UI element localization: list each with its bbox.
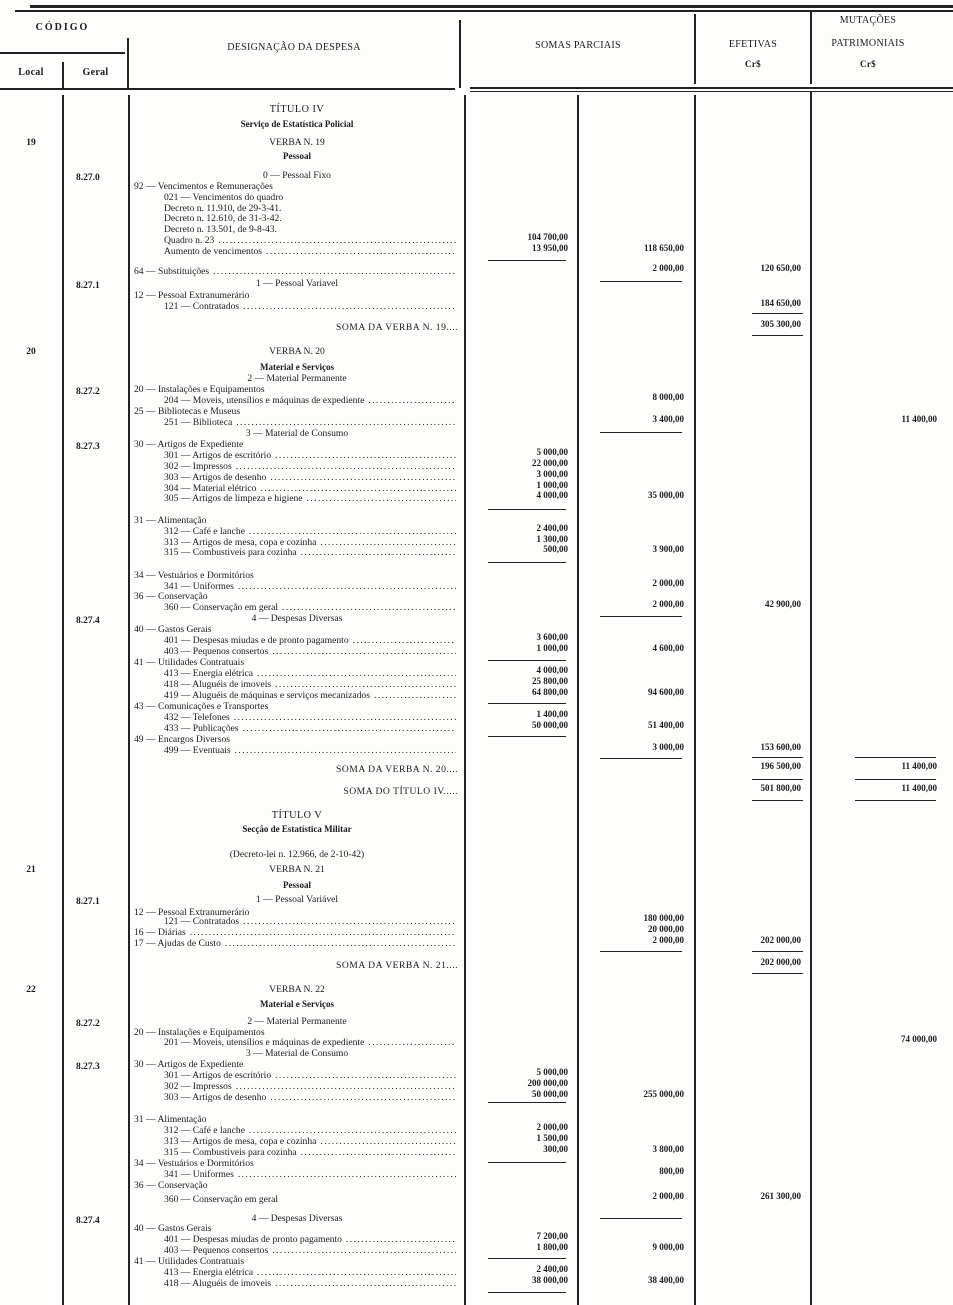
section-heading: (Decreto-lei n. 12.966, de 2-10-42) xyxy=(229,849,365,860)
header-designacao: DESIGNAÇÃO DA DESPESA xyxy=(227,42,361,53)
expense-item xyxy=(164,235,456,246)
expense-item xyxy=(164,1267,456,1278)
patrimonial-amount: 11 400,00 xyxy=(901,761,937,771)
partial-subtotal: 118 650,00 xyxy=(643,243,684,253)
partial-subtotal: 3 800,00 xyxy=(652,1144,684,1154)
partial-subtotal: 3 900,00 xyxy=(652,544,684,554)
header-patrimoniais: PATRIMONIAIS xyxy=(831,38,905,49)
partial-amount: 1 000,00 xyxy=(536,643,568,653)
expense-item xyxy=(164,745,456,756)
leader-dots xyxy=(238,1169,456,1180)
item-label: 360 — Conservação em geral xyxy=(164,602,279,613)
partial-amount: 1 000,00 xyxy=(536,480,568,490)
expense-item xyxy=(164,461,456,472)
item-label: Quadro n. 23 xyxy=(164,235,215,246)
leader-dots xyxy=(249,1125,456,1136)
leader-dots xyxy=(257,668,456,679)
section-heading: 1 — Pessoal Variavel xyxy=(255,278,339,289)
partial-amount: 5 000,00 xyxy=(536,447,568,457)
partial-subtotal: 2 000,00 xyxy=(652,578,684,588)
expense-item xyxy=(164,668,456,679)
item-label: 341 — Uniformes xyxy=(164,581,234,592)
expense-item xyxy=(164,679,456,690)
expense-item xyxy=(164,1136,456,1147)
effective-amount: 261 300,00 xyxy=(760,1191,801,1201)
geral-code: 8.27.2 xyxy=(76,387,100,397)
expense-item xyxy=(164,1125,456,1136)
header-efetivas-currency: Cr$ xyxy=(745,59,761,69)
partial-amount: 1 500,00 xyxy=(536,1133,568,1143)
expense-item xyxy=(164,1147,456,1158)
header-mutacoes-currency: Cr$ xyxy=(860,59,876,69)
section-heading: 4 — Despesas Diversas xyxy=(251,1213,343,1224)
leader-dots xyxy=(234,712,456,723)
leader-dots xyxy=(282,602,456,613)
effective-amount: 501 800,00 xyxy=(760,783,801,793)
expense-item: 25 — Bibliotecas e Museus xyxy=(134,406,241,417)
partial-amount: 200 000,00 xyxy=(527,1078,568,1088)
section-heading: VERBA N. 22 xyxy=(269,984,325,995)
geral-code: 8.27.3 xyxy=(76,1062,100,1072)
partial-amount: 500,00 xyxy=(543,544,568,554)
item-label: 401 — Despesas miudas de pronto pagamento xyxy=(164,1234,342,1245)
expense-item xyxy=(164,1081,456,1092)
leader-dots xyxy=(374,690,456,701)
partial-amount: 1 400,00 xyxy=(536,709,568,719)
item-label: 301 — Artigos de escritório xyxy=(164,450,272,461)
item-label: 413 — Energia elétrica xyxy=(164,668,254,679)
leader-dots xyxy=(225,938,456,949)
expense-item xyxy=(164,450,456,461)
total-row-label: SOMA DA VERBA N. 20.... xyxy=(336,764,458,775)
expense-item: 31 — Alimentação xyxy=(134,1114,207,1125)
partial-subtotal: 4 600,00 xyxy=(652,643,684,653)
col-divider xyxy=(694,95,696,1305)
section-heading: 2 — Material Permanente xyxy=(247,1016,347,1027)
partial-amount: 2 400,00 xyxy=(536,523,568,533)
item-label: 121 — Contratados xyxy=(164,301,240,312)
expense-item xyxy=(134,938,456,949)
top-rule-thin xyxy=(15,10,953,12)
sum-rule xyxy=(488,736,566,737)
effective-amount: 184 650,00 xyxy=(760,298,801,308)
item-label: 432 — Telefones xyxy=(164,712,230,723)
section-heading: Pessoal xyxy=(283,151,311,161)
leader-dots xyxy=(320,1136,456,1147)
expense-item: 40 — Gastos Gerais xyxy=(134,624,212,635)
item-label: 17 — Ajudas de Custo xyxy=(134,938,221,949)
partial-amount: 3 000,00 xyxy=(536,469,568,479)
col-divider xyxy=(459,20,461,88)
expense-item: 41 — Utilidades Contratuais xyxy=(134,1256,245,1267)
local-code: 19 xyxy=(26,138,36,148)
section-heading: Secção de Estatística Militar xyxy=(242,824,352,834)
section-heading: 2 — Material Permanente xyxy=(247,373,347,384)
expense-item xyxy=(164,1245,456,1256)
partial-subtotal: 51 400,00 xyxy=(648,720,684,730)
item-label: 418 — Aluguéis de imoveis xyxy=(164,679,272,690)
section-heading: Serviço de Estatística Policial xyxy=(240,119,354,129)
partial-amount: 50 000,00 xyxy=(532,720,568,730)
local-code: 20 xyxy=(26,347,36,357)
col-divider xyxy=(464,95,466,1305)
leader-dots xyxy=(307,493,456,504)
leader-dots xyxy=(275,1070,456,1081)
local-code: 22 xyxy=(26,985,36,995)
section-heading: VERBA N. 20 xyxy=(269,346,325,357)
item-label: 251 — Biblioteca xyxy=(164,417,233,428)
expense-item xyxy=(164,301,456,312)
item-label: 305 — Artigos de limpeza e higiene xyxy=(164,493,303,504)
expense-item: 30 — Artigos de Expediente xyxy=(134,439,244,450)
section-heading: Material e Serviços xyxy=(260,362,334,372)
partial-subtotal: 2 000,00 xyxy=(652,599,684,609)
partial-subtotal: 9 000,00 xyxy=(652,1242,684,1252)
sum-rule xyxy=(600,432,682,433)
sum-rule xyxy=(752,757,803,758)
expense-item xyxy=(134,927,456,938)
col-divider xyxy=(810,92,812,1305)
partial-amount: 5 000,00 xyxy=(536,1067,568,1077)
expense-item xyxy=(164,395,456,406)
item-label: 201 — Moveis, utensílios e máquinas de expediente xyxy=(164,1037,365,1048)
partial-subtotal: 3 400,00 xyxy=(652,414,684,424)
leader-dots xyxy=(301,1147,456,1158)
leader-dots xyxy=(236,1081,456,1092)
expense-item: 36 — Conservação xyxy=(134,591,208,602)
sum-rule xyxy=(752,779,803,780)
item-label: 418 — Aluguéis de imoveis xyxy=(164,1278,272,1289)
leader-dots xyxy=(275,450,456,461)
sum-rule xyxy=(488,1162,566,1163)
item-label: 16 — Diárias xyxy=(134,927,186,938)
sum-rule xyxy=(855,779,936,780)
sum-rule xyxy=(488,703,566,704)
item-label: 403 — Pequenos consertos xyxy=(164,646,269,657)
item-label: Aumento de vencimentos xyxy=(164,246,263,257)
partial-subtotal: 8 000,00 xyxy=(652,392,684,402)
header-bottom-rule-right-2 xyxy=(470,91,953,92)
effective-amount: 153 600,00 xyxy=(760,742,801,752)
effective-amount: 196 500,00 xyxy=(760,761,801,771)
partial-amount: 104 700,00 xyxy=(527,232,568,242)
total-row-label: SOMA DO TÍTULO IV..... xyxy=(343,786,458,797)
sum-rule xyxy=(488,1258,566,1259)
sum-rule xyxy=(488,1102,566,1103)
total-row-label: SOMA DA VERBA N. 21.... xyxy=(336,960,458,971)
sum-rule xyxy=(600,951,682,952)
col-divider xyxy=(127,38,129,88)
expense-item: Decreto n. 11.910, de 29-3-41. xyxy=(164,203,282,214)
section-heading: 3 — Material de Consumo xyxy=(245,1048,349,1059)
item-label: 315 — Combustiveis para cozinha xyxy=(164,547,297,558)
item-label: 313 — Artigos de mesa, copa e cozinha xyxy=(164,537,317,548)
leader-dots xyxy=(218,235,456,246)
partial-amount: 50 000,00 xyxy=(532,1089,568,1099)
expense-item: 40 — Gastos Gerais xyxy=(134,1223,212,1234)
sum-rule xyxy=(600,616,682,617)
leader-dots xyxy=(243,723,456,734)
expense-item xyxy=(164,1169,456,1180)
leader-dots xyxy=(243,916,456,927)
item-label: 433 — Publicações xyxy=(164,723,239,734)
expense-item: 34 — Vestuários e Dormitórios xyxy=(134,1158,254,1169)
expense-item xyxy=(164,1037,456,1048)
leader-dots xyxy=(346,1234,456,1245)
effective-amount: 202 000,00 xyxy=(760,935,801,945)
expense-item xyxy=(164,417,456,428)
expense-item xyxy=(164,526,456,537)
item-label: 302 — Impressos xyxy=(164,461,232,472)
expense-item xyxy=(164,493,456,504)
effective-amount: 305 300,00 xyxy=(760,319,801,329)
partial-subtotal: 35 000,00 xyxy=(648,490,684,500)
item-label: 204 — Moveis, utensílios e máquinas de expediente xyxy=(164,395,365,406)
expense-item xyxy=(164,1278,456,1289)
expense-item: 34 — Vestuários e Dormitórios xyxy=(134,570,254,581)
leader-dots xyxy=(213,266,456,277)
leader-dots xyxy=(257,1267,456,1278)
section-heading: 0 — Pessoal Fixo xyxy=(263,170,331,181)
sum-rule xyxy=(752,973,803,974)
geral-code: 8.27.1 xyxy=(76,281,100,291)
header-local: Local xyxy=(18,67,44,78)
patrimonial-amount: 11 400,00 xyxy=(901,783,937,793)
header-somas-parciais: SOMAS PARCIAIS xyxy=(535,40,621,51)
sum-rule xyxy=(752,335,803,336)
leader-dots xyxy=(272,646,456,657)
leader-dots xyxy=(368,1037,456,1048)
expense-item xyxy=(164,547,456,558)
geral-code: 8.27.4 xyxy=(76,1216,100,1226)
local-code: 21 xyxy=(26,865,36,875)
header-bottom-rule-left xyxy=(0,88,455,90)
expense-item: 360 — Conservação em geral xyxy=(164,1194,279,1205)
geral-code: 8.27.2 xyxy=(76,1019,100,1029)
section-heading: VERBA N. 19 xyxy=(269,137,325,148)
expense-item xyxy=(164,246,456,257)
expense-item xyxy=(164,646,456,657)
section-heading: VERBA N. 21 xyxy=(269,864,325,875)
sum-rule xyxy=(855,800,936,801)
expense-item: 021 — Vencimentos do quadro xyxy=(164,192,284,203)
leader-dots xyxy=(272,1245,456,1256)
partial-subtotal: 2 000,00 xyxy=(652,935,684,945)
item-label: 401 — Despesas miudas e de pronto pagamento xyxy=(164,635,349,646)
expense-item xyxy=(164,602,456,613)
partial-subtotal: 180 000,00 xyxy=(643,913,684,923)
expense-item: 31 — Alimentação xyxy=(134,515,207,526)
expense-item: 92 — Vencimentos e Remunerações xyxy=(134,181,273,192)
partial-amount: 4 000,00 xyxy=(536,490,568,500)
leader-dots xyxy=(243,301,456,312)
item-label: 312 — Café e lanche xyxy=(164,526,245,537)
patrimonial-amount: 74 000,00 xyxy=(901,1034,937,1044)
expense-item: 41 — Utilidades Contratuais xyxy=(134,657,245,668)
expense-item xyxy=(164,723,456,734)
geral-code: 8.27.4 xyxy=(76,616,100,626)
leader-dots xyxy=(275,1278,456,1289)
partial-amount: 1 800,00 xyxy=(536,1242,568,1252)
partial-amount: 25 800,00 xyxy=(532,676,568,686)
leader-dots xyxy=(275,679,456,690)
item-label: 313 — Artigos de mesa, copa e cozinha xyxy=(164,1136,317,1147)
item-label: 419 — Aluguéis de máquinas e serviços mecanizados xyxy=(164,690,370,701)
item-label: 499 — Eventuais xyxy=(164,745,231,756)
geral-code: 8.27.0 xyxy=(76,173,100,183)
expense-item xyxy=(164,916,456,927)
item-label: 315 — Combustiveis para cozinha xyxy=(164,1147,297,1158)
expense-item: 20 — Instalações e Equipamentos xyxy=(134,1027,265,1038)
sum-rule xyxy=(488,260,566,261)
partial-subtotal: 3 000,00 xyxy=(652,742,684,752)
section-heading: 3 — Material de Consumo xyxy=(245,428,349,439)
partial-amount: 4 000,00 xyxy=(536,665,568,675)
partial-amount: 2 400,00 xyxy=(536,1264,568,1274)
partial-amount: 7 200,00 xyxy=(536,1231,568,1241)
expense-item: 12 — Pessoal Extranumerário xyxy=(134,290,250,301)
item-label: 312 — Café e lanche xyxy=(164,1125,245,1136)
partial-subtotal: 2 000,00 xyxy=(652,1191,684,1201)
effective-amount: 120 650,00 xyxy=(760,263,801,273)
codigo-rule xyxy=(0,52,125,54)
expense-item xyxy=(134,266,456,277)
partial-subtotal: 2 000,00 xyxy=(652,263,684,273)
expense-item: 12 — Pessoal Extranumerário xyxy=(134,907,250,918)
partial-amount: 13 950,00 xyxy=(532,243,568,253)
sum-rule xyxy=(488,562,566,563)
top-rule xyxy=(30,5,953,8)
partial-amount: 2 000,00 xyxy=(536,1122,568,1132)
expense-item: Decreto n. 12.610, de 31-3-42. xyxy=(164,213,282,224)
leader-dots xyxy=(301,547,456,558)
header-codigo: CÓDIGO xyxy=(35,22,90,33)
header-bottom-rule-right xyxy=(470,87,953,89)
expense-item: 36 — Conservação xyxy=(134,1180,208,1191)
partial-amount: 64 800,00 xyxy=(532,687,568,697)
sum-rule xyxy=(855,757,936,758)
header-mutacoes: MUTAÇÕES xyxy=(839,15,897,26)
leader-dots xyxy=(353,635,456,646)
expense-item xyxy=(164,635,456,646)
item-label: 303 — Artigos de desenho xyxy=(164,1092,267,1103)
sum-rule xyxy=(488,660,566,661)
section-heading: 4 — Despesas Diversas xyxy=(251,613,343,624)
effective-amount: 202 000,00 xyxy=(760,957,801,967)
leader-dots xyxy=(235,745,456,756)
effective-amount: 42 900,00 xyxy=(765,599,801,609)
partial-subtotal: 800,00 xyxy=(659,1166,684,1176)
partial-subtotal: 38 400,00 xyxy=(648,1275,684,1285)
expense-item xyxy=(164,712,456,723)
leader-dots xyxy=(270,1092,456,1103)
leader-dots xyxy=(266,246,456,257)
sum-rule xyxy=(600,1218,682,1219)
leader-dots xyxy=(190,927,456,938)
partial-subtotal: 255 000,00 xyxy=(643,1089,684,1099)
sum-rule xyxy=(600,758,682,759)
col-divider xyxy=(577,95,579,1305)
header-geral: Geral xyxy=(82,67,109,78)
leader-dots xyxy=(270,472,456,483)
geral-code: 8.27.3 xyxy=(76,442,100,452)
leader-dots xyxy=(368,395,456,406)
item-label: 403 — Pequenos consertos xyxy=(164,1245,269,1256)
sum-rule xyxy=(752,313,803,314)
geral-code: 8.27.1 xyxy=(76,897,100,907)
expense-item: 49 — Encargos Diversos xyxy=(134,734,231,745)
partial-amount: 22 000,00 xyxy=(532,458,568,468)
section-heading: 1 — Pessoal Variável xyxy=(255,894,339,905)
partial-amount: 300,00 xyxy=(543,1144,568,1154)
expense-item: 20 — Instalações e Equipamentos xyxy=(134,384,265,395)
partial-amount: 1 300,00 xyxy=(536,534,568,544)
leader-dots xyxy=(236,417,456,428)
patrimonial-amount: 11 400,00 xyxy=(901,414,937,424)
expense-item xyxy=(164,1092,456,1103)
item-label: 301 — Artigos de escritório xyxy=(164,1070,272,1081)
expense-item xyxy=(164,690,456,701)
sum-rule xyxy=(752,951,803,952)
leader-dots xyxy=(236,461,456,472)
expense-item: Decreto n. 13.501, de 9-8-43. xyxy=(164,224,277,235)
item-label: 302 — Impressos xyxy=(164,1081,232,1092)
item-label: 121 — Contratados xyxy=(164,916,240,927)
item-label: 304 — Material elétrico xyxy=(164,483,257,494)
expense-item xyxy=(164,1234,456,1245)
expense-item xyxy=(164,472,456,483)
expense-item xyxy=(164,1070,456,1081)
total-row-label: SOMA DA VERBA N. 19.... xyxy=(336,322,458,333)
col-divider xyxy=(128,95,130,1305)
item-label: 341 — Uniformes xyxy=(164,1169,234,1180)
section-heading: TÍTULO V xyxy=(271,810,323,821)
section-heading: Pessoal xyxy=(283,880,311,890)
sum-rule xyxy=(488,1292,566,1293)
item-label: 413 — Energia elétrica xyxy=(164,1267,254,1278)
item-label: 303 — Artigos de desenho xyxy=(164,472,267,483)
partial-amount: 3 600,00 xyxy=(536,632,568,642)
sum-rule xyxy=(752,800,803,801)
col-divider xyxy=(62,95,64,1305)
sum-rule xyxy=(600,281,682,282)
section-heading: TÍTULO IV xyxy=(269,104,325,115)
partial-amount: 38 000,00 xyxy=(532,1275,568,1285)
item-label: 64 — Substituições xyxy=(134,266,210,277)
sum-rule xyxy=(488,509,566,510)
partial-subtotal: 94 600,00 xyxy=(648,687,684,697)
section-heading: Material e Serviços xyxy=(260,999,334,1009)
partial-subtotal: 20 000,00 xyxy=(648,924,684,934)
expense-item: 43 — Comunicações e Transportes xyxy=(134,701,269,712)
leader-dots xyxy=(249,526,456,537)
header-efetivas: EFETIVAS xyxy=(728,39,778,50)
expense-item: 30 — Artigos de Expediente xyxy=(134,1059,244,1070)
